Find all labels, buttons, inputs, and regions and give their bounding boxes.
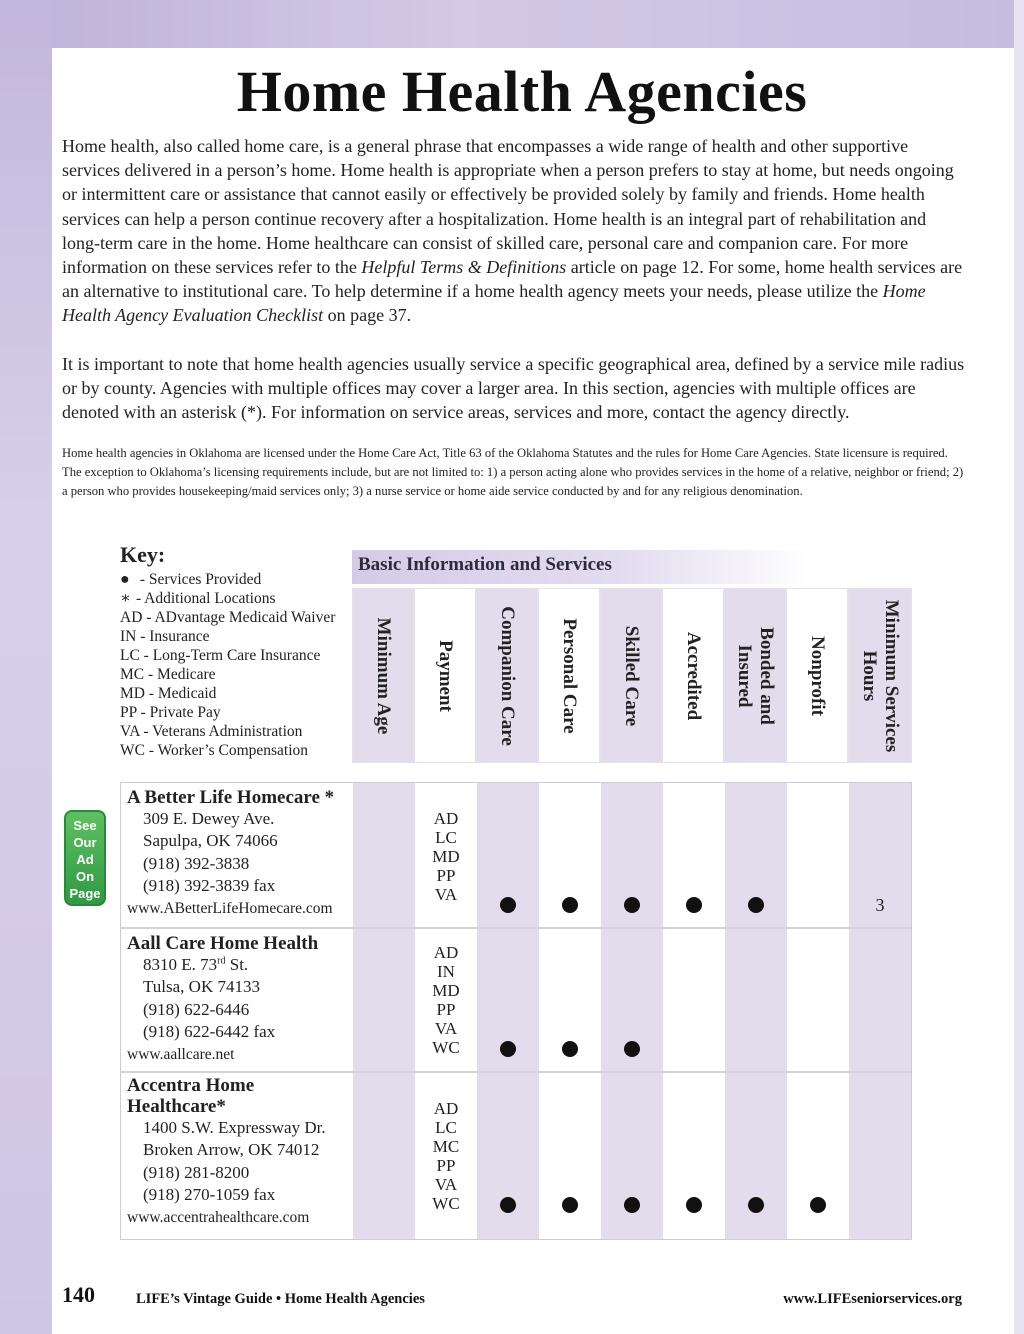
- bullet-icon: ●: [120, 571, 130, 588]
- payment-code: AD: [433, 809, 459, 828]
- payment-code: PP: [436, 866, 456, 885]
- key-legend: [120, 542, 360, 760]
- service-dot-skilled-care: [624, 897, 640, 913]
- badge-text: Page: [69, 886, 101, 901]
- intro-p1-text-a: Home health, also called home care, is a general phrase that encompasses a wide range of health and other supportive services delivered in a person’s home. Home health is appropriate when a person prefers to stay at home, but needs ongoing or intermittent care or assistance that cannot easily or effectively be provided solely by family and friends. Home health services can help a person continue recovery after a hospitalization. Home health is an integral part of rehabilitation and long-term care in the home. Home healthcare can consist of skilled care, personal care and companion care. For more information on these services refer to the: [62, 136, 954, 278]
- column-header-accredited: [662, 588, 724, 763]
- payment-code: WC: [432, 1194, 460, 1213]
- service-dot-personal-care: [562, 897, 578, 913]
- key-item: MD - Medicaid: [120, 685, 217, 702]
- column-label: [733, 627, 777, 725]
- payment-code: LC: [435, 1118, 457, 1137]
- row-divider: [121, 927, 911, 929]
- payment-code: PP: [436, 1156, 456, 1175]
- key-item: AD - ADvantage Medicaid Waiver: [120, 609, 336, 626]
- licensing-note: Home health agencies in Oklahoma are licensed under the Home Care Act, Title 63 of the Oklahoma Statutes and the rules for Home Care Agencies. State licensure is required. The exception to Oklahoma’s licensing requirements include, but are not limited to: 1) a person acting alone who provides services in the home of a relative, neighbor or friend; 2) a person who provides housekeeping/maid services only; 3) a nurse service or home aide service conducted by and for any religious denomination.: [62, 446, 964, 498]
- service-dot-nonprofit: [810, 1197, 826, 1213]
- payment-code: AD: [433, 943, 459, 962]
- payment-code: AD: [433, 1099, 459, 1118]
- service-dot-skilled-care: [624, 1197, 640, 1213]
- column-label: [858, 599, 902, 752]
- column-label-line: Bonded and: [756, 626, 777, 725]
- asterisk-icon: ∗: [120, 590, 131, 607]
- service-dot-bonded-insured: [748, 1197, 764, 1213]
- column-label: Personal Care: [559, 617, 580, 734]
- payment-codes: [415, 1099, 477, 1213]
- column-header-minimum-services-hours: [848, 588, 912, 763]
- payment-code: MD: [432, 981, 460, 1000]
- header-band-label: Basic Information and Services: [358, 554, 612, 575]
- key-item: LC - Long-Term Care Insurance: [120, 647, 321, 664]
- agency-website[interactable]: www.aallcare.net: [127, 1045, 235, 1063]
- column-label-line: Hours: [859, 650, 880, 701]
- intro-paragraph-2: It is important to note that home health agencies usually service a specific geographical area, defined by a service mile radius or by county. Agencies with multiple offices may cover a larger area. In this section, agencies with multiple offices are denoted with an asterisk (*). For information on service areas, services and more, contact the agency directly.: [62, 353, 965, 423]
- column-bg: [849, 783, 911, 1239]
- see-our-ad-badge[interactable]: [64, 810, 106, 918]
- column-label: Accredited: [683, 631, 704, 720]
- agency-name-line: Accentra Home: [127, 1075, 255, 1096]
- agency-fax: (918) 622-6442 fax: [143, 1022, 276, 1042]
- intro-p1-text-c: on page 37.: [323, 305, 412, 326]
- page: [52, 48, 1014, 1334]
- intro-text: [62, 134, 967, 448]
- background-right-edge: [1014, 0, 1024, 1334]
- agency-city: Sapulpa, OK 74066: [143, 831, 278, 851]
- payment-code: WC: [432, 1038, 460, 1057]
- payment-code: VA: [434, 1175, 458, 1194]
- service-dot-bonded-insured: [748, 897, 764, 913]
- payment-code: VA: [434, 885, 458, 904]
- agency-fax: (918) 392-3839 fax: [143, 876, 276, 896]
- column-header-nonprofit: [786, 588, 848, 763]
- service-dot-personal-care: [562, 1041, 578, 1057]
- background-left-band: [0, 0, 52, 1334]
- agency-table: [120, 782, 912, 1240]
- background-top-band: [0, 0, 1024, 48]
- checklist-reference: Home Health Agency Evaluation Checklist: [62, 281, 926, 326]
- column-bg: [477, 783, 539, 1239]
- key-item: MC - Medicare: [120, 666, 216, 683]
- payment-code: LC: [435, 828, 457, 847]
- agency-name: A Better Life Homecare *: [127, 787, 335, 808]
- column-bg: [353, 783, 415, 1239]
- agency-entry: [127, 933, 359, 1066]
- helpful-terms-reference: Helpful Terms & Definitions: [361, 257, 567, 278]
- key-item: VA - Veterans Administration: [120, 723, 303, 740]
- column-header-skilled-care: [600, 588, 662, 763]
- agency-entry: [127, 787, 359, 920]
- key-item: WC - Worker’s Compensation: [120, 742, 309, 759]
- badge-text: See: [73, 818, 97, 833]
- column-header-personal-care: [538, 588, 600, 763]
- service-dot-companion-care: [500, 1041, 516, 1057]
- address-text: St.: [225, 955, 249, 974]
- page-number: 140: [62, 1282, 95, 1307]
- service-dot-accredited: [686, 1197, 702, 1213]
- column-label: Payment: [435, 639, 456, 712]
- key-item-text: - Services Provided: [136, 571, 262, 588]
- column-header-payment: [414, 588, 476, 763]
- address-ordinal: rd: [217, 955, 226, 967]
- column-label-line: Insured: [734, 643, 755, 708]
- agency-address: [127, 954, 359, 976]
- key-item: [120, 589, 360, 608]
- key-item: IN - Insurance: [120, 628, 210, 645]
- service-dot-companion-care: [500, 1197, 516, 1213]
- min-hours-value: 3: [875, 895, 885, 915]
- column-label: Nonprofit: [807, 635, 828, 716]
- column-header-companion-care: [476, 588, 538, 763]
- agency-entry: [127, 1075, 359, 1229]
- agency-city: Tulsa, OK 74133: [143, 977, 260, 997]
- service-dot-accredited: [686, 897, 702, 913]
- page-title: Home Health Agencies: [236, 59, 808, 124]
- payment-code: IN: [437, 962, 455, 981]
- column-bg: [601, 783, 663, 1239]
- agency-website[interactable]: www.accentrahealthcare.com: [127, 1208, 310, 1226]
- payment-codes: [415, 943, 477, 1057]
- key-item-text: - Additional Locations: [136, 590, 276, 607]
- agency-phone[interactable]: (918) 392-3838: [143, 853, 250, 873]
- agency-phone[interactable]: (918) 622-6446: [143, 999, 250, 1019]
- badge-text: 145: [74, 903, 96, 918]
- column-bg: [725, 783, 787, 1239]
- column-label: Companion Care: [497, 605, 518, 746]
- column-header-bonded-insured: [724, 588, 786, 763]
- service-dot-skilled-care: [624, 1041, 640, 1057]
- column-header-minimum-age: [352, 588, 414, 763]
- footer-guide-title: LIFE’s Vintage Guide • Home Health Agencies: [136, 1291, 425, 1307]
- badge-text: Ad On: [75, 852, 95, 884]
- agency-phone[interactable]: (918) 281-8200: [143, 1162, 250, 1182]
- payment-codes: [415, 809, 477, 904]
- key-item: [120, 570, 360, 589]
- agency-name-line: Healthcare*: [127, 1096, 226, 1117]
- agency-city: Broken Arrow, OK 74012: [143, 1140, 320, 1160]
- column-label: Minimum Age: [373, 617, 394, 734]
- agency-name: Aall Care Home Health: [127, 933, 319, 954]
- payment-code: VA: [434, 1019, 458, 1038]
- key-title: Key:: [120, 542, 166, 567]
- row-divider: [121, 1071, 911, 1073]
- service-dot-personal-care: [562, 1197, 578, 1213]
- column-label: Skilled Care: [621, 625, 642, 726]
- payment-code: MD: [432, 847, 460, 866]
- badge-text: Our: [73, 835, 97, 850]
- intro-p1-text-b: article on page 12. For some, home health services are an alternative to institutional care. To help determine if a home health agency meets your needs, please utilize the: [62, 257, 963, 302]
- agency-fax: (918) 270-1059 fax: [143, 1185, 276, 1205]
- agency-name: [127, 1075, 359, 1117]
- agency-address: 1400 S.W. Expressway Dr.: [143, 1118, 326, 1137]
- agency-website[interactable]: www.ABetterLifeHomecare.com: [127, 899, 333, 917]
- footer-website[interactable]: www.LIFEseniorservices.org: [783, 1291, 962, 1307]
- agency-address: 309 E. Dewey Ave.: [143, 809, 275, 828]
- column-label-line: Minimum Services: [881, 599, 902, 752]
- intro-paragraph-1: [62, 134, 967, 328]
- key-item: PP - Private Pay: [120, 704, 221, 721]
- payment-code: PP: [436, 1000, 456, 1019]
- payment-code: MC: [432, 1137, 460, 1156]
- service-dot-companion-care: [500, 897, 516, 913]
- address-text: 8310 E. 73: [143, 955, 218, 974]
